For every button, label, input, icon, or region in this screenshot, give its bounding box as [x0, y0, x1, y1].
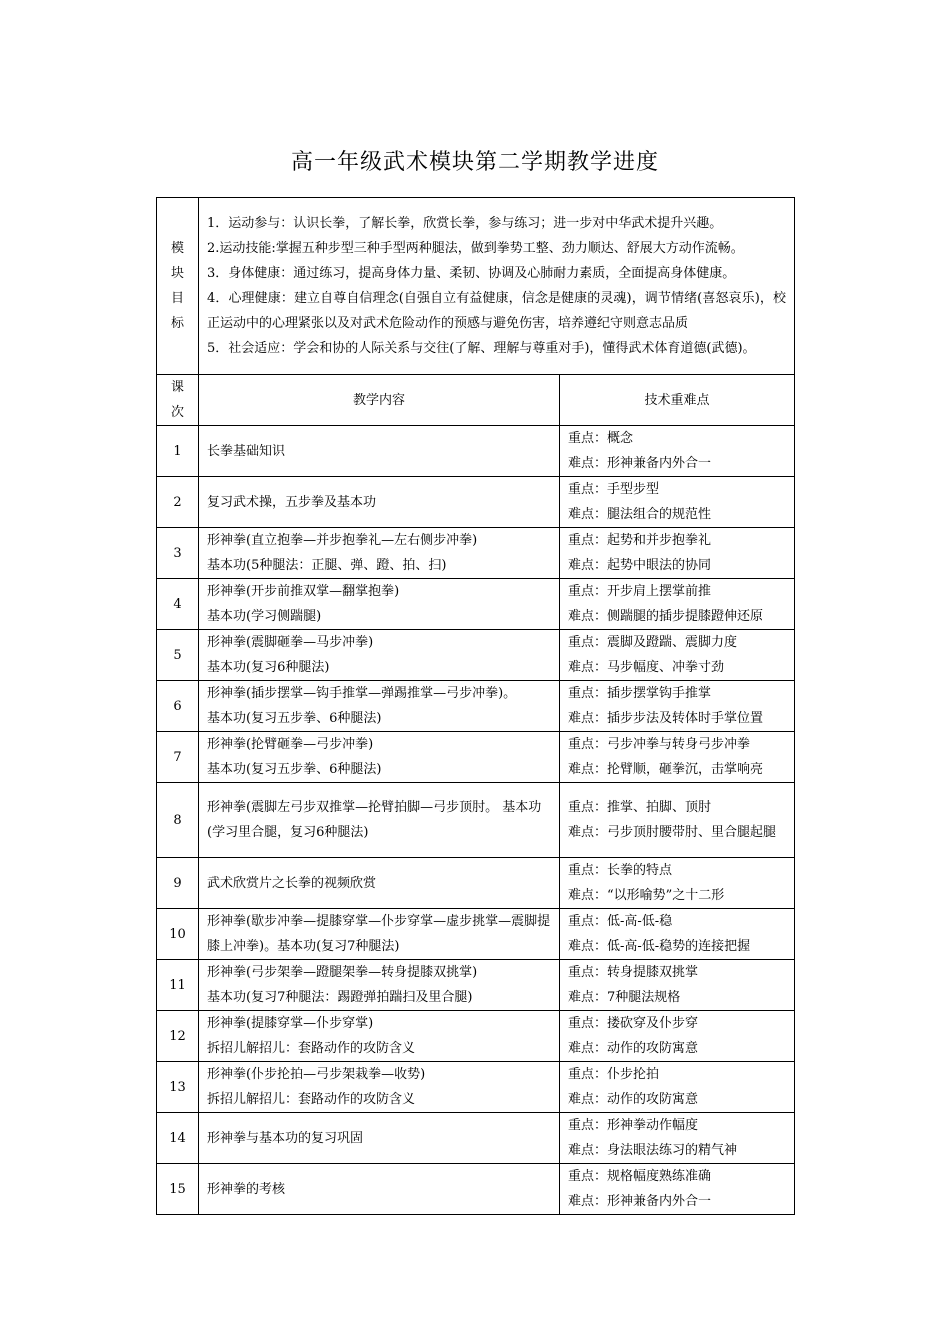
lesson-points: [560, 477, 795, 528]
goals-row: [157, 198, 795, 375]
key-point: 重点：手型步型: [568, 482, 660, 497]
lesson-number: 9: [157, 858, 199, 909]
lesson-content: [199, 960, 560, 1011]
lesson-content-line: 形神拳的考核: [207, 1181, 286, 1197]
header-lesson: [157, 375, 199, 426]
lesson-points: [560, 732, 795, 783]
lesson-number: 10: [157, 909, 199, 960]
lesson-points: [560, 681, 795, 732]
lesson-content-line: 复习武术操，五步拳及基本功: [207, 494, 377, 510]
lesson-points: [560, 1011, 795, 1062]
difficult-point: 难点：形神兼备内外合一: [568, 456, 712, 471]
lesson-number: 11: [157, 960, 199, 1011]
difficult-point: 难点：弓步顶肘腰带肘、里合腿起腿: [568, 825, 777, 840]
table-row: [157, 1011, 795, 1062]
lesson-content-line: 基本功(复习7种腿法：踢蹬弹拍踹扫及里合腿): [207, 990, 473, 1005]
table-row: [157, 732, 795, 783]
difficult-point: 难点：“以形喻势”之十二形: [568, 888, 725, 903]
difficult-point: 难点：起势中眼法的协同: [568, 558, 712, 573]
schedule-table: [156, 197, 795, 1215]
lesson-points: [560, 1164, 795, 1215]
table-row: [157, 783, 795, 858]
lesson-number: 3: [157, 528, 199, 579]
difficult-point: 难点：腿法组合的规范性: [568, 507, 712, 522]
lesson-content-line: 形神拳(歇步冲拳—提膝穿掌—仆步穿掌—虚步挑掌—震脚提膝上冲拳)。基本功(复习7种腿法): [207, 914, 551, 954]
difficult-point: 难点：抡臂顺，砸拳沉，击掌响亮: [568, 762, 764, 777]
table-row: [157, 1113, 795, 1164]
lesson-points: [560, 858, 795, 909]
lesson-content-line: 长拳基础知识: [207, 443, 286, 459]
key-point: 重点：仆步抡拍: [568, 1067, 660, 1082]
key-point: 重点：长拳的特点: [568, 863, 673, 878]
goals-label-char: 块: [170, 266, 184, 281]
lesson-content: [199, 783, 560, 858]
lesson-content-line: 形神拳(震脚左弓步双推掌—抡臂拍脚—弓步顶肘。 基本功(学习里合腿，复习6种腿法): [207, 800, 542, 840]
key-point: 重点：起势和并步抱拳礼: [568, 533, 712, 548]
key-point: 重点：震脚及蹬踹、震脚力度: [568, 635, 738, 650]
lesson-content-line: 形神拳(震脚砸拳—马步冲拳): [207, 635, 374, 650]
lesson-number: 7: [157, 732, 199, 783]
lesson-content-line: 形神拳(抡臂砸拳—弓步冲拳): [207, 737, 374, 752]
lesson-content-line: 形神拳(直立抱拳—并步抱拳礼—左右侧步冲拳): [207, 533, 478, 548]
lesson-points: [560, 1113, 795, 1164]
difficult-point: 难点：动作的攻防寓意: [568, 1041, 699, 1056]
lesson-content: [199, 630, 560, 681]
lesson-points: [560, 909, 795, 960]
lesson-content-line: 基本功(学习侧踹腿): [207, 609, 322, 624]
difficult-point: 难点：7种腿法规格: [568, 990, 681, 1005]
lesson-content-line: 基本功(复习五步拳、6种腿法): [207, 711, 382, 726]
lesson-content-line: 形神拳(弓步架拳—蹬腿架拳—转身提膝双挑掌): [207, 965, 478, 980]
lesson-content: [199, 1164, 560, 1215]
lesson-points: [560, 1062, 795, 1113]
lesson-content: [199, 477, 560, 528]
key-point: 重点：搂砍穿及仆步穿: [568, 1016, 699, 1031]
lesson-content: [199, 528, 560, 579]
key-point: 重点：规格幅度熟练准确: [568, 1169, 712, 1184]
difficult-point: 难点：插步步法及转体时手掌位置: [568, 711, 764, 726]
table-row: [157, 528, 795, 579]
goals-content: [199, 198, 795, 375]
key-point: 重点：弓步冲拳与转身弓步冲拳: [568, 737, 751, 752]
lesson-content: [199, 681, 560, 732]
lesson-number: 14: [157, 1113, 199, 1164]
key-point: 重点：低-高-低-稳: [568, 914, 673, 929]
lesson-number: 6: [157, 681, 199, 732]
goals-label-char: 标: [170, 316, 184, 331]
table-row: [157, 1164, 795, 1215]
lesson-content: [199, 858, 560, 909]
lesson-number: 5: [157, 630, 199, 681]
lesson-points: [560, 783, 795, 858]
lesson-points: [560, 630, 795, 681]
goals-label: [157, 198, 199, 375]
lesson-content: [199, 579, 560, 630]
lesson-content: [199, 909, 560, 960]
lesson-content-line: 形神拳与基本功的复习巩固: [207, 1130, 364, 1146]
lesson-number: 4: [157, 579, 199, 630]
lesson-number: 2: [157, 477, 199, 528]
key-point: 重点：形神拳动作幅度: [568, 1118, 699, 1133]
table-row: [157, 477, 795, 528]
lesson-content-line: 基本功(复习五步拳、6种腿法): [207, 762, 382, 777]
lesson-content: [199, 426, 560, 477]
key-point: 重点：推掌、拍脚、顶肘: [568, 800, 712, 815]
goal-item: 5．社会适应：学会和协的人际关系与交往(了解、理解与尊重对手)，懂得武术体育道德(武德)。: [207, 341, 756, 356]
table-row: [157, 909, 795, 960]
header-lesson-char: 课: [170, 380, 184, 395]
difficult-point: 难点：身法眼法练习的精气神: [568, 1143, 738, 1158]
page-title: 高一年级武术模块第二学期教学进度: [290, 150, 659, 175]
difficult-point: 难点：马步幅度、冲拳寸劲: [568, 660, 725, 675]
lesson-content-line: 拆招儿解招儿：套路动作的攻防含义: [207, 1041, 416, 1056]
lesson-content: [199, 1062, 560, 1113]
lesson-number: 1: [157, 426, 199, 477]
lesson-content: [199, 732, 560, 783]
goals-label-char: 目: [170, 291, 184, 306]
lesson-content-line: 基本功(复习6种腿法): [207, 660, 330, 675]
table-row: [157, 579, 795, 630]
lesson-content: [199, 1011, 560, 1062]
header-points: 技术重难点: [560, 375, 795, 426]
lesson-content: [199, 1113, 560, 1164]
key-point: 重点：插步摆掌钩手推掌: [568, 686, 712, 701]
difficult-point: 难点：侧踹腿的插步提膝蹬伸还原: [568, 609, 764, 624]
lesson-points: [560, 528, 795, 579]
goal-item: 1．运动参与：认识长拳，了解长拳，欣赏长拳，参与练习；进一步对中华武术提升兴趣。: [207, 216, 723, 231]
header-content: 教学内容: [199, 375, 560, 426]
lesson-content-line: 形神拳(插步摆掌—钩手推掌—弹踢推掌—弓步冲拳)。: [207, 686, 517, 701]
lesson-content-line: 武术欣赏片之长拳的视频欣赏: [207, 875, 377, 891]
key-point: 重点：转身提膝双挑掌: [568, 965, 699, 980]
difficult-point: 难点：低-高-低-稳势的连接把握: [568, 939, 751, 954]
table-row: [157, 630, 795, 681]
difficult-point: 难点：动作的攻防寓意: [568, 1092, 699, 1107]
lesson-points: [560, 960, 795, 1011]
table-row: [157, 681, 795, 732]
lesson-content-line: 形神拳(提膝穿掌—仆步穿掌): [207, 1016, 374, 1031]
goals-label-char: 模: [170, 241, 184, 256]
lesson-content-line: 拆招儿解招儿：套路动作的攻防含义: [207, 1092, 416, 1107]
lesson-content-line: 基本功(5种腿法：正腿、弹、蹬、拍、扫): [207, 558, 447, 573]
table-row: [157, 960, 795, 1011]
lesson-content-line: 形神拳(开步前推双掌—翻掌抱拳): [207, 584, 400, 599]
lesson-points: [560, 426, 795, 477]
table-row: [157, 1062, 795, 1113]
key-point: 重点：开步肩上摆掌前推: [568, 584, 712, 599]
key-point: 重点：概念: [568, 431, 634, 446]
goal-item: 2.运动技能:掌握五种步型三种手型两种腿法，做到拳势工整、劲力顺达、舒展大方动作流畅。: [207, 241, 744, 256]
lesson-content-line: 形神拳(仆步抡拍—弓步架栽拳—收势): [207, 1067, 426, 1082]
goal-item: 4．心理健康：建立自尊自信理念(自强自立有益健康，信念是健康的灵魂)，调节情绪(喜怒哀乐)，校正运动中的心理紧张以及对武术危险动作的预感与避免伤害，培养遵纪守则意志品质: [207, 291, 786, 331]
lesson-points: [560, 579, 795, 630]
table-row: [157, 426, 795, 477]
difficult-point: 难点：形神兼备内外合一: [568, 1194, 712, 1209]
lesson-number: 12: [157, 1011, 199, 1062]
header-row: [157, 375, 795, 426]
lesson-number: 13: [157, 1062, 199, 1113]
table-row: [157, 858, 795, 909]
goal-item: 3．身体健康：通过练习，提高身体力量、柔韧、协调及心肺耐力素质，全面提高身体健康。: [207, 266, 736, 281]
lesson-number: 15: [157, 1164, 199, 1215]
header-lesson-char: 次: [170, 405, 184, 420]
lesson-number: 8: [157, 783, 199, 858]
